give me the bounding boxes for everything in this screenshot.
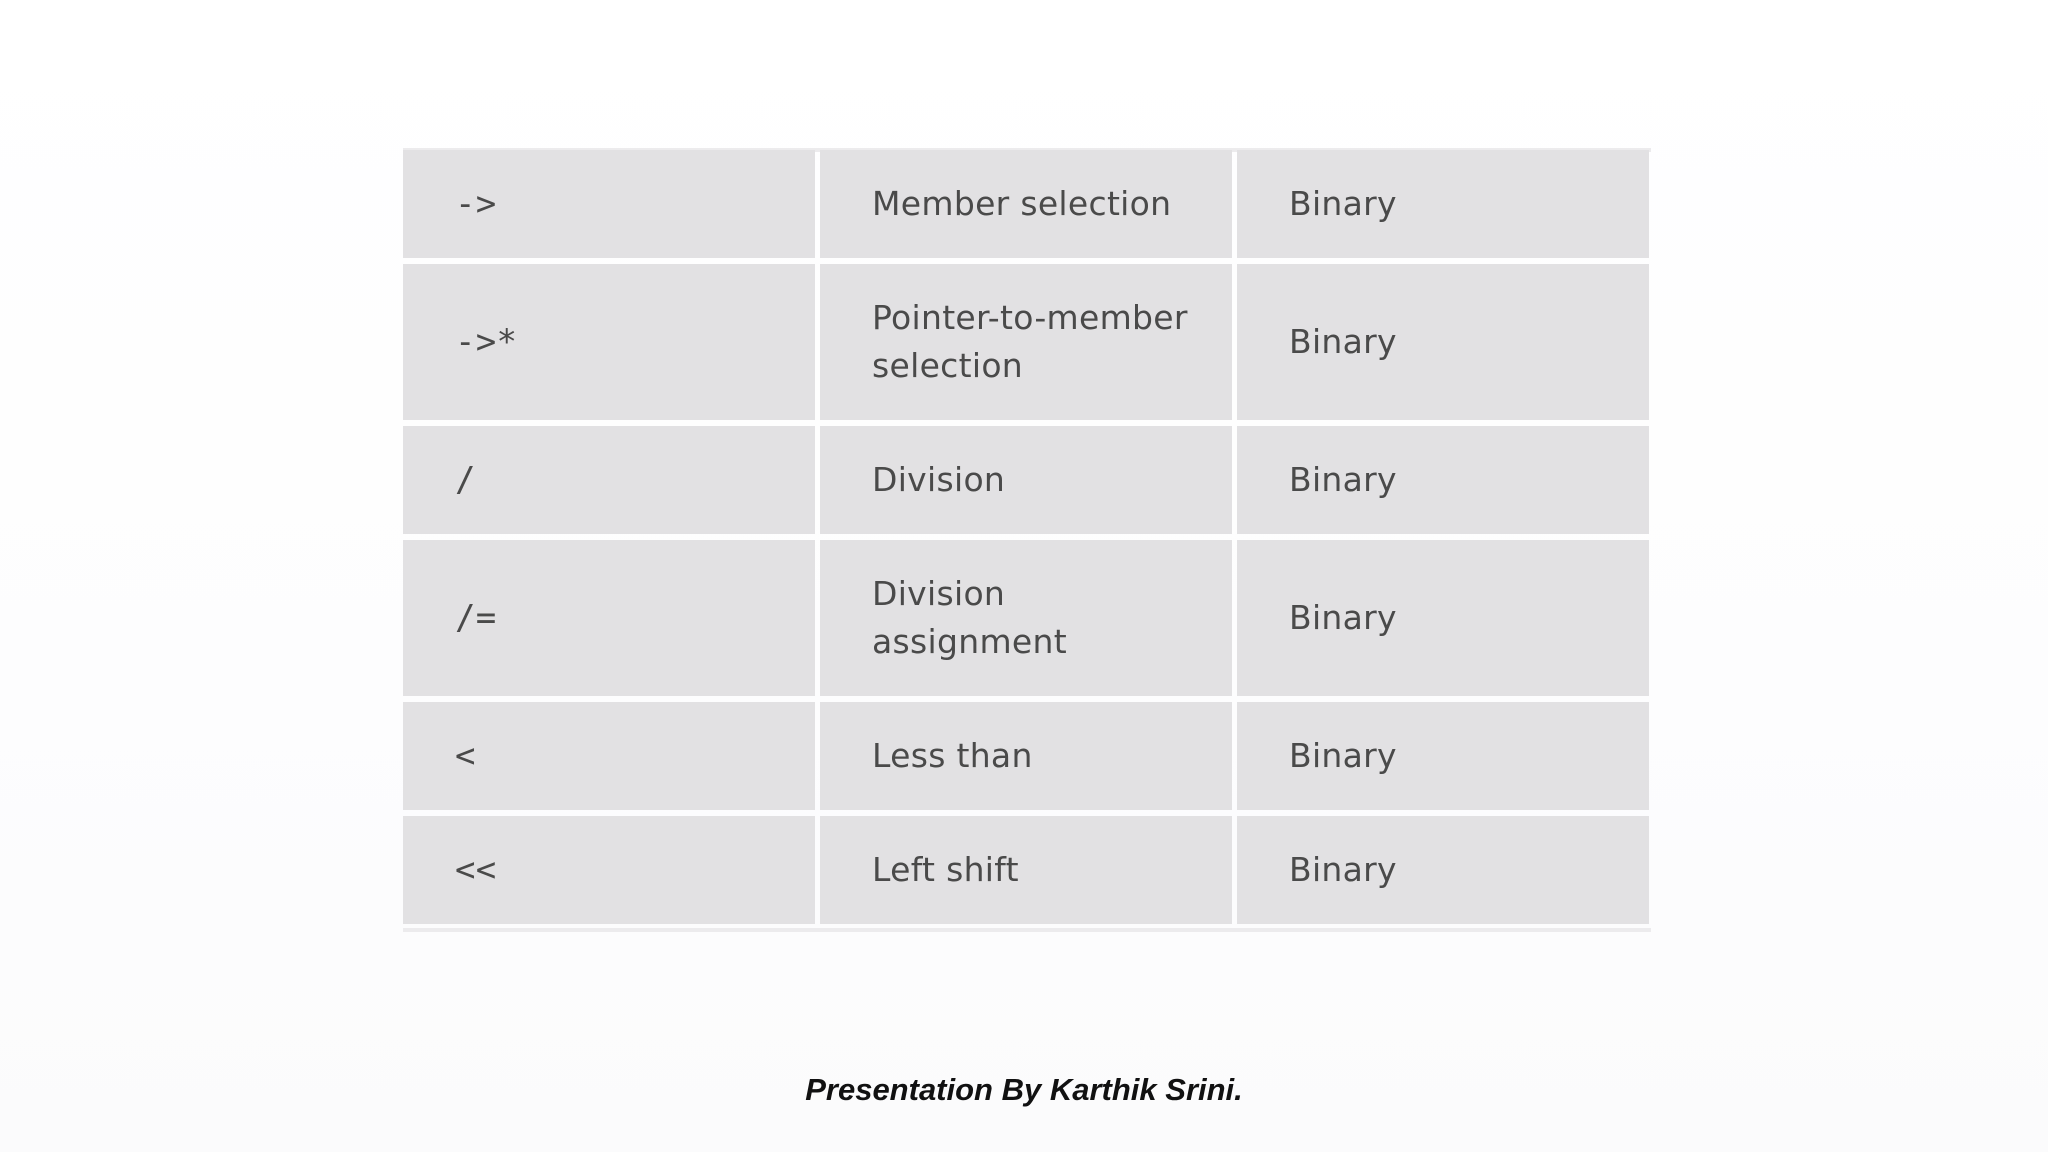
operator-table-container xyxy=(403,150,1651,934)
table-row xyxy=(403,702,1649,810)
description-cell: Division xyxy=(820,426,1232,534)
type-cell: Binary xyxy=(1237,150,1649,258)
type-cell: Binary xyxy=(1237,540,1649,696)
type-cell: Binary xyxy=(1237,426,1649,534)
presentation-credit: Presentation By Karthik Srini. xyxy=(805,1072,1243,1107)
description-cell: Left shift xyxy=(820,816,1232,924)
operator-cell: /= xyxy=(403,540,815,696)
type-cell: Binary xyxy=(1237,816,1649,924)
operator-table-body xyxy=(403,150,1649,924)
operator-cell: << xyxy=(403,816,815,924)
operator-cell: / xyxy=(403,426,815,534)
operator-cell: < xyxy=(403,702,815,810)
table-bottom-rule xyxy=(403,928,1651,932)
description-cell: Pointer-to-member selection xyxy=(820,264,1232,420)
description-cell: Less than xyxy=(820,702,1232,810)
type-cell: Binary xyxy=(1237,702,1649,810)
description-cell: Division assignment xyxy=(820,540,1232,696)
type-cell: Binary xyxy=(1237,264,1649,420)
table-row xyxy=(403,426,1649,534)
operator-cell: -> xyxy=(403,150,815,258)
table-row xyxy=(403,264,1649,420)
table-row xyxy=(403,150,1649,258)
table-row xyxy=(403,540,1649,696)
table-row xyxy=(403,816,1649,924)
description-cell: Member selection xyxy=(820,150,1232,258)
operator-table xyxy=(398,144,1654,930)
operator-cell: ->* xyxy=(403,264,815,420)
